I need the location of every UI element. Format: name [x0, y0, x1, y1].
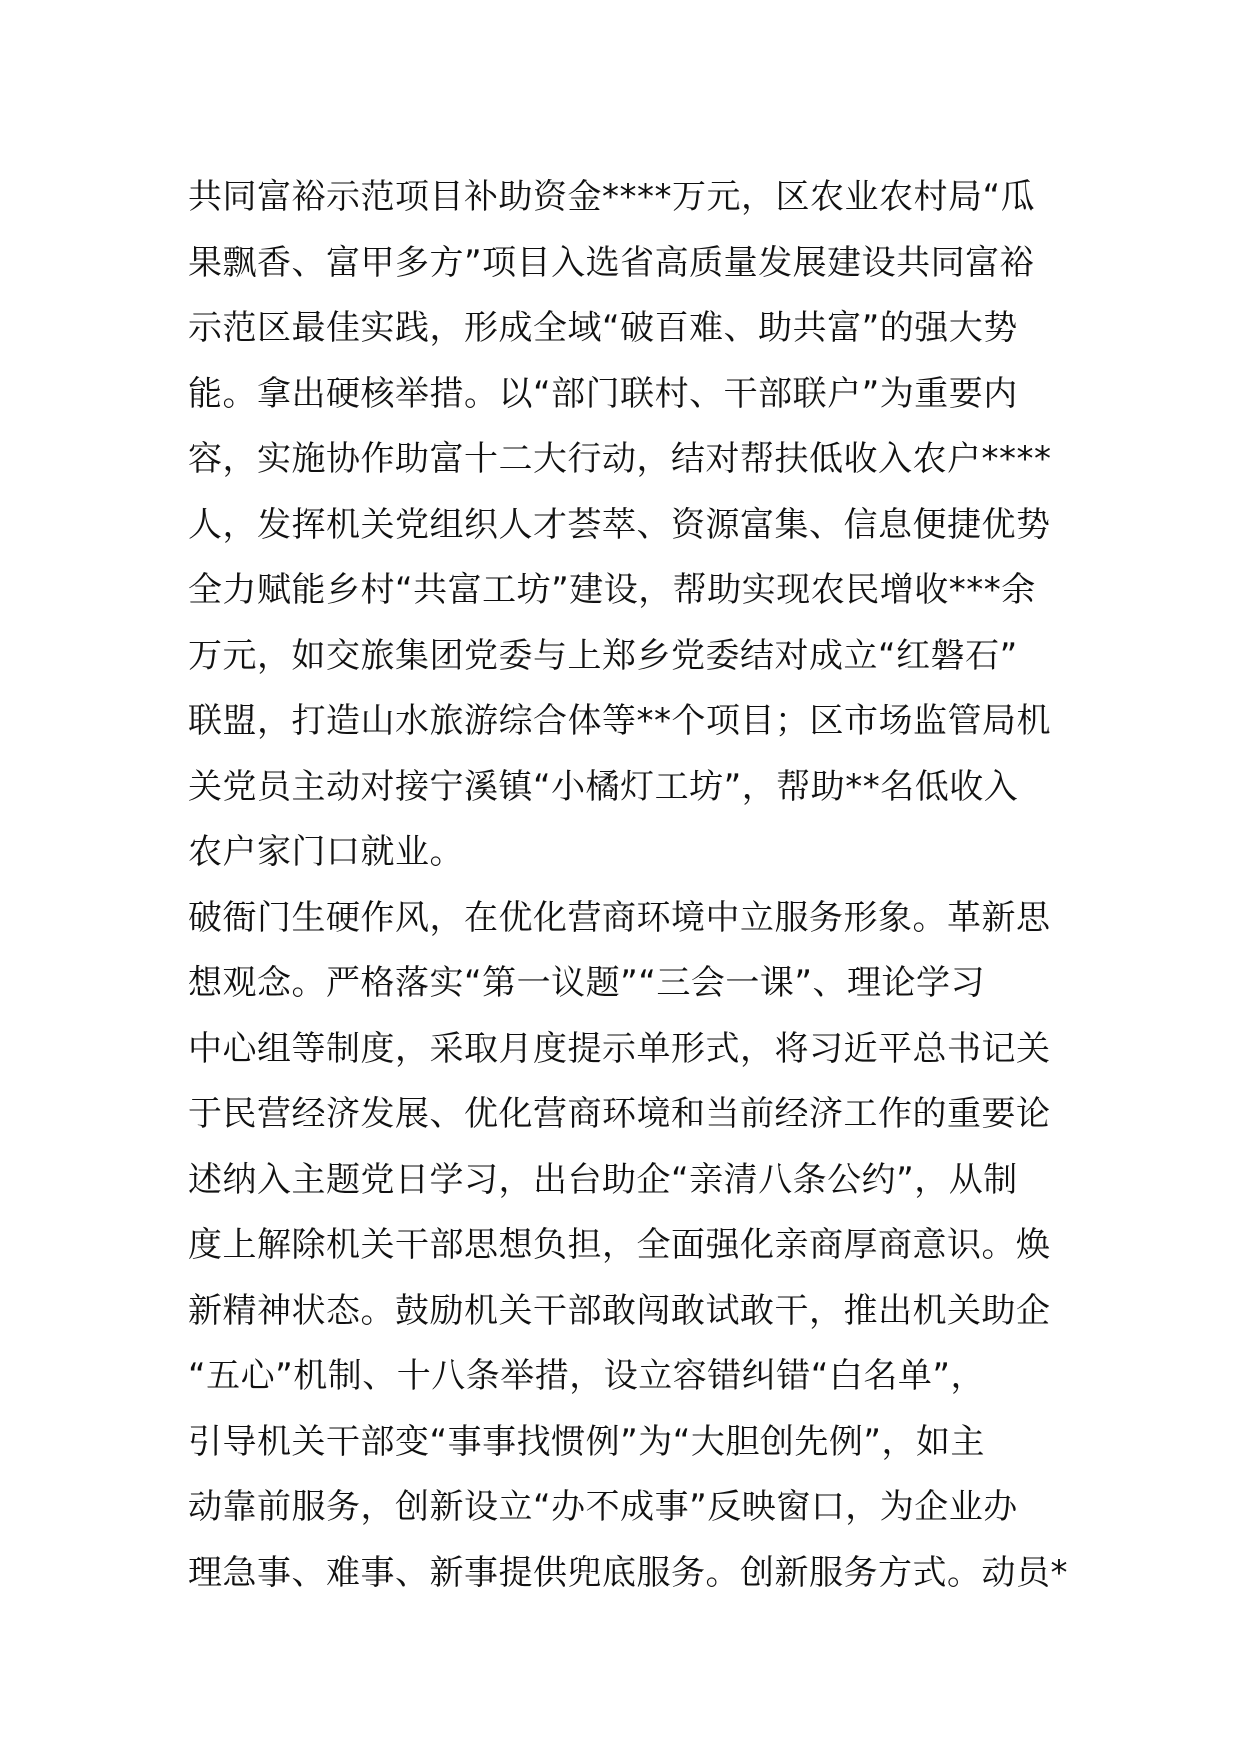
text-line-9: 联盟，打造山水旅游综合体等**个项目；区市场监管局机: [188, 701, 1051, 741]
text-line-17: 度上解除机关干部思想负担，全面强化亲商厚商意识。焕: [188, 1225, 1051, 1265]
text-line-21: 动靠前服务，创新设立“办不成事”反映窗口，为企业办: [188, 1487, 1018, 1527]
text-line-13: 想观念。严格落实“第一议题”“三会一课”、理论学习: [188, 963, 985, 1003]
text-line-1: 共同富裕示范项目补助资金****万元，区农业农村局“瓜: [188, 177, 1036, 217]
text-line-4: 能。拿出硬核举措。以“部门联村、干部联户”为重要内: [188, 373, 1018, 414]
text-line-6: 人，发挥机关党组织人才荟萃、资源富集、信息便捷优势: [188, 504, 1051, 545]
text-line-22: 理急事、难事、新事提供兜底服务。创新服务方式。动员*: [188, 1552, 1068, 1593]
text-line-5: 容，实施协作助富十二大行动，结对帮扶低收入农户****: [188, 439, 1052, 479]
text-line-19: “五心”机制、十八条举措，设立容错纠错“白名单”，: [188, 1356, 985, 1396]
text-line-16: 述纳入主题党日学习，出台助企“亲清八条公约”，从制: [188, 1159, 1018, 1200]
text-line-20: 引导机关干部变“事事找惯例”为“大胆创先例”，如主: [188, 1421, 985, 1462]
text-line-18: 新精神状态。鼓励机关干部敢闯敢试敢干，推出机关助企: [188, 1290, 1051, 1331]
text-line-10: 关党员主动对接宁溪镇“小橘灯工坊”，帮助**名低收入: [188, 766, 1019, 807]
text-line-8: 万元，如交旅集团党委与上郑乡党委结对成立“红磐石”: [188, 635, 1018, 676]
text-line-7: 全力赋能乡村“共富工坊”建设，帮助实现农民增收***余: [188, 570, 1036, 610]
text-line-2: 果飘香、富甲多方”项目入选省高质量发展建设共同富裕: [188, 242, 1035, 283]
text-line-11: 农户家门口就业。: [188, 832, 464, 872]
body-text: [188, 165, 1068, 1606]
text-line-12: 破衙门生硬作风，在优化营商环境中立服务形象。革新思: [188, 897, 1051, 938]
text-line-14: 中心组等制度，采取月度提示单形式，将习近平总书记关: [188, 1028, 1051, 1069]
text-line-15: 于民营经济发展、优化营商环境和当前经济工作的重要论: [188, 1094, 1051, 1134]
text-line-3: 示范区最佳实践，形成全域“破百难、助共富”的强大势: [188, 308, 1018, 348]
